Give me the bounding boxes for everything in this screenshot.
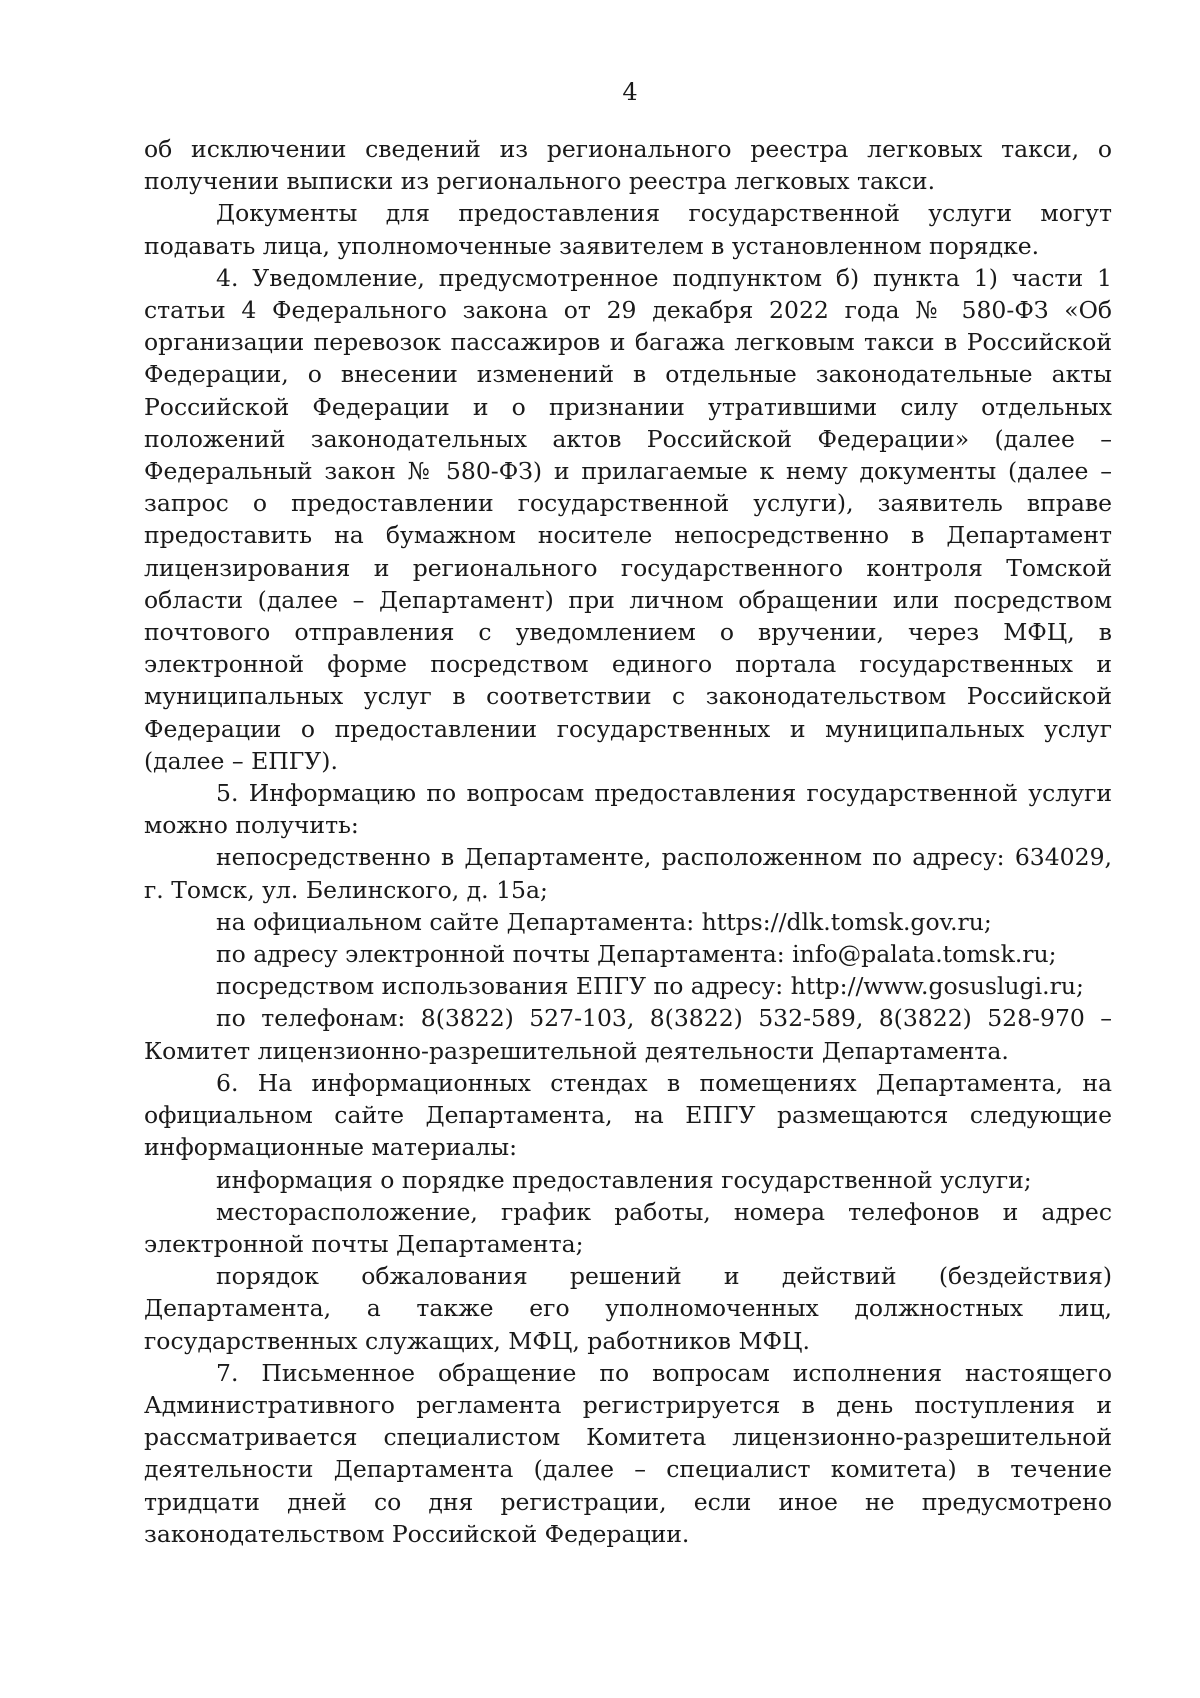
paragraph-item-4: 4. Уведомление, предусмотренное подпунктом б) пункта 1) части 1 статьи 4 Федерального закона от 29 декабря 2022 года № 580-ФЗ «Об организации перевозок пассажиров и багажа легковым такси в Российской Федерации, о внесении изменений в отдельные законодательные акты Российской Федерации и о признании утратившими силу отдельных положений законодательных актов Российской Федерации» (далее – Федеральный закон № 580-ФЗ) и прилагаемые к нему документы (далее – запрос о предоставлении государственной услуги), заявитель вправе предоставить на бумажном носителе непосредственно в Департамент лицензирования и регионального государственного контроля Томской области (далее – Департамент) при личном обращении или посредством почтового отправления с уведомлением о вручении, через МФЦ, в электронной форме посредством единого портала государственных и муниципальных услуг в соответствии с законодательством Российской Федерации о предоставлении государственных и муниципальных услуг (далее – ЕПГУ). xyxy=(144,263,1112,775)
paragraph-address: непосредственно в Департаменте, расположенном по адресу: 634029, г. Томск, ул. Белинского, д. 15а; xyxy=(144,843,1112,904)
paragraph-website: на официальном сайте Департамента: https://dlk.tomsk.gov.ru; xyxy=(216,907,992,936)
page-number: 4 xyxy=(622,78,638,106)
paragraph-item-6: 6. На информационных стендах в помещениях Департамента, на официальном сайте Департамента, на ЕПГУ размещаются следующие информационные материалы: xyxy=(144,1068,1112,1162)
paragraph-location-schedule: месторасположение, график работы, номера телефонов и адрес электронной почты Департамента; xyxy=(144,1197,1112,1258)
document-body xyxy=(144,133,1112,1550)
paragraph-appeal-procedure: порядок обжалования решений и действий (бездействия) Департамента, а также его уполномоченных должностных лиц, государственных служащих, МФЦ, работников МФЦ. xyxy=(144,1262,1112,1355)
paragraph-2: Документы для предоставления государственной услуги могут подавать лица, уполномоченные заявителем в установленном порядке. xyxy=(144,199,1112,260)
paragraph-item-7: 7. Письменное обращение по вопросам исполнения настоящего Административного регламента регистрируется в день поступления и рассматривается специалистом Комитета лицензионно-разрешительной деятельности Департамента (далее – специалист комитета) в течение тридцати дней со дня регистрации, если иное не предусмотрено законодательством Российской Федерации. xyxy=(144,1358,1112,1548)
paragraph-phones: по телефонам: 8(3822) 527-103, 8(3822) 532-589, 8(3822) 528-970 – Комитет лицензионно-разрешительной деятельности Департамента. xyxy=(144,1004,1112,1065)
paragraph-email: по адресу электронной почты Департамента: info@palata.tomsk.ru; xyxy=(216,940,1057,969)
paragraph-epgu: посредством использования ЕПГУ по адресу: http://www.gosuslugi.ru; xyxy=(216,972,1084,1001)
paragraph-info-procedure: информация о порядке предоставления государственной услуги; xyxy=(216,1165,1032,1194)
paragraph-item-5: 5. Информацию по вопросам предоставления государственной услуги можно получить: xyxy=(144,779,1112,840)
paragraph-1: об исключении сведений из регионального реестра легковых такси, о получении выписки из регионального реестра легковых такси. xyxy=(144,135,1112,196)
